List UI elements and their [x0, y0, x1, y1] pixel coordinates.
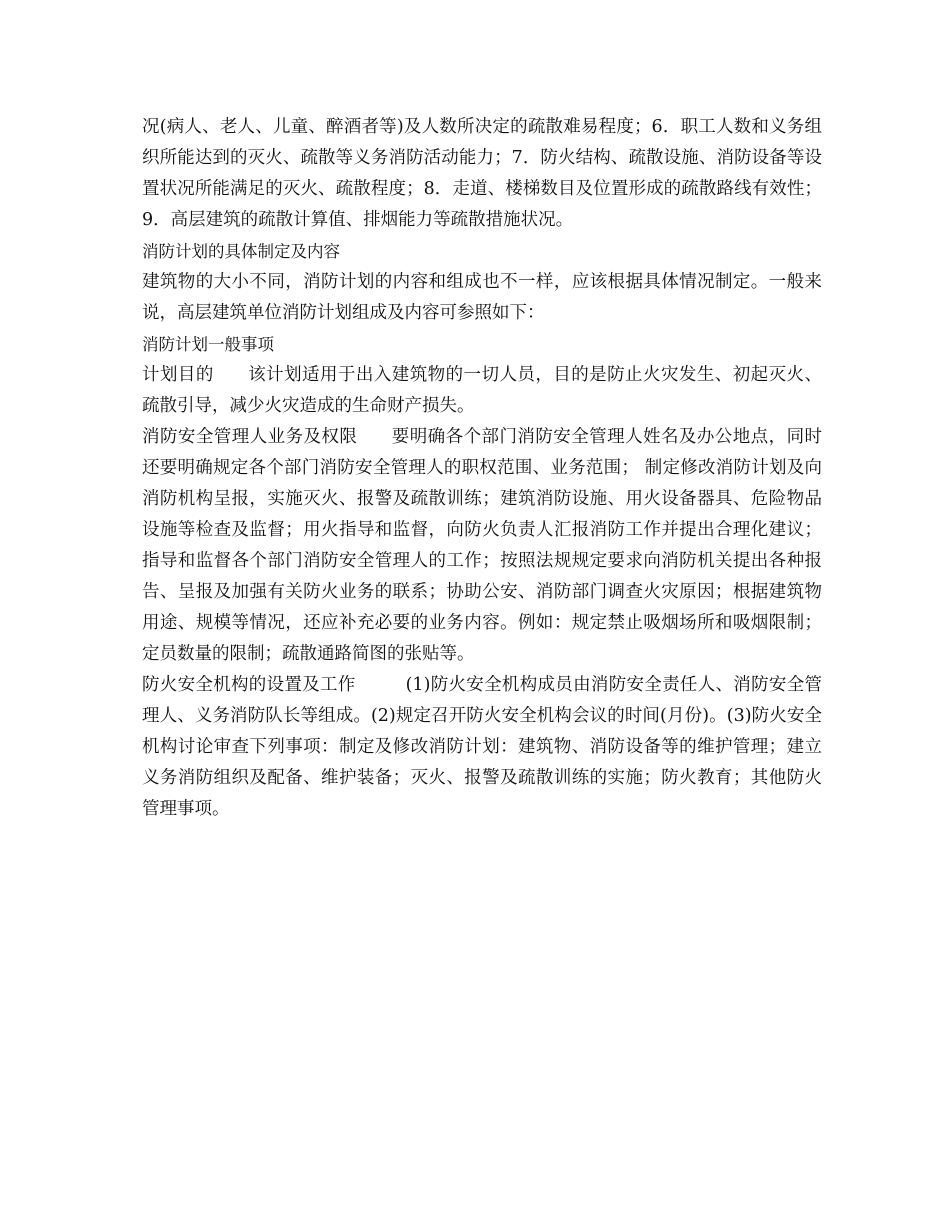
document-page [142, 112, 822, 825]
text-safety-organization: (1)防火安全机构成员由消防安全责任人、消防安全管理人、义务消防队长等组成。(2)规定召开防火安全机构会议的时间(月份)。(3)防火安全机构讨论审查下列事项：制定及修改消防计划：建筑物、消防设备等的维护管理；建立义务消防组织及配备、维护装备；灭火、报警及疏散训练的实施；防火教育；其他防火管理事项。 [142, 675, 822, 819]
paragraph-safety-organization [142, 670, 822, 825]
text-plan-purpose: 该计划适用于出入建筑物的一切人员，目的是防止火灾发生、初起灭火、疏散引导，减少火灾造成的生命财产损失。 [142, 365, 823, 416]
label-safety-organization: 防火安全机构的设置及工作 [142, 675, 356, 695]
paragraph-plan-composition: 建筑物的大小不同，消防计划的内容和组成也不一样，应该根据具体情况制定。一般来说，高层建筑单位消防计划组成及内容可参照如下： [142, 272, 822, 323]
label-plan-purpose: 计划目的 [142, 365, 214, 385]
heading-plan-formulation: 消防计划的具体制定及内容 [142, 242, 340, 261]
paragraph-plan-purpose [142, 360, 822, 422]
label-manager-duties: 消防安全管理人业务及权限 [142, 427, 358, 447]
paragraph-manager-duties [142, 422, 822, 670]
heading-general-items: 消防计划一般事项 [142, 335, 274, 354]
paragraph-evacuation-factors: 况(病人、老人、儿童、醉酒者等)及人数所决定的疏散难易程度；6．职工人数和义务组织所能达到的灭火、疏散等义务消防活动能力；7．防火结构、疏散设施、消防设备等设置状况所能满足的灭火、疏散程度；8．走道、楼梯数目及位置形成的疏散路线有效性；9．高层建筑的疏散计算值、排烟能力等疏散措施状况。 [142, 117, 822, 230]
text-manager-duties: 要明确各个部门消防安全管理人姓名及办公地点，同时还要明确规定各个部门消防安全管理人的职权范围、业务范围； 制定修改消防计划及向消防机构呈报，实施灭火、报警及疏散训练；建筑消防设施、用火设备器具、危险物品设施等检查及监督；用火指导和监督，向防火负责人汇报消防工作并提出合理化建议；指导和监督各个部门消防安全管理人的工作；按照法规规定要求向消防机关提出各种报告、呈报及加强有关防火业务的联系；协助公安、消防部门调查火灾原因；根据建筑物用途、规模等情况，还应补充必要的业务内容。例如：规定禁止吸烟场所和吸烟限制；定员数量的限制；疏散通路简图的张贴等。 [142, 427, 823, 664]
